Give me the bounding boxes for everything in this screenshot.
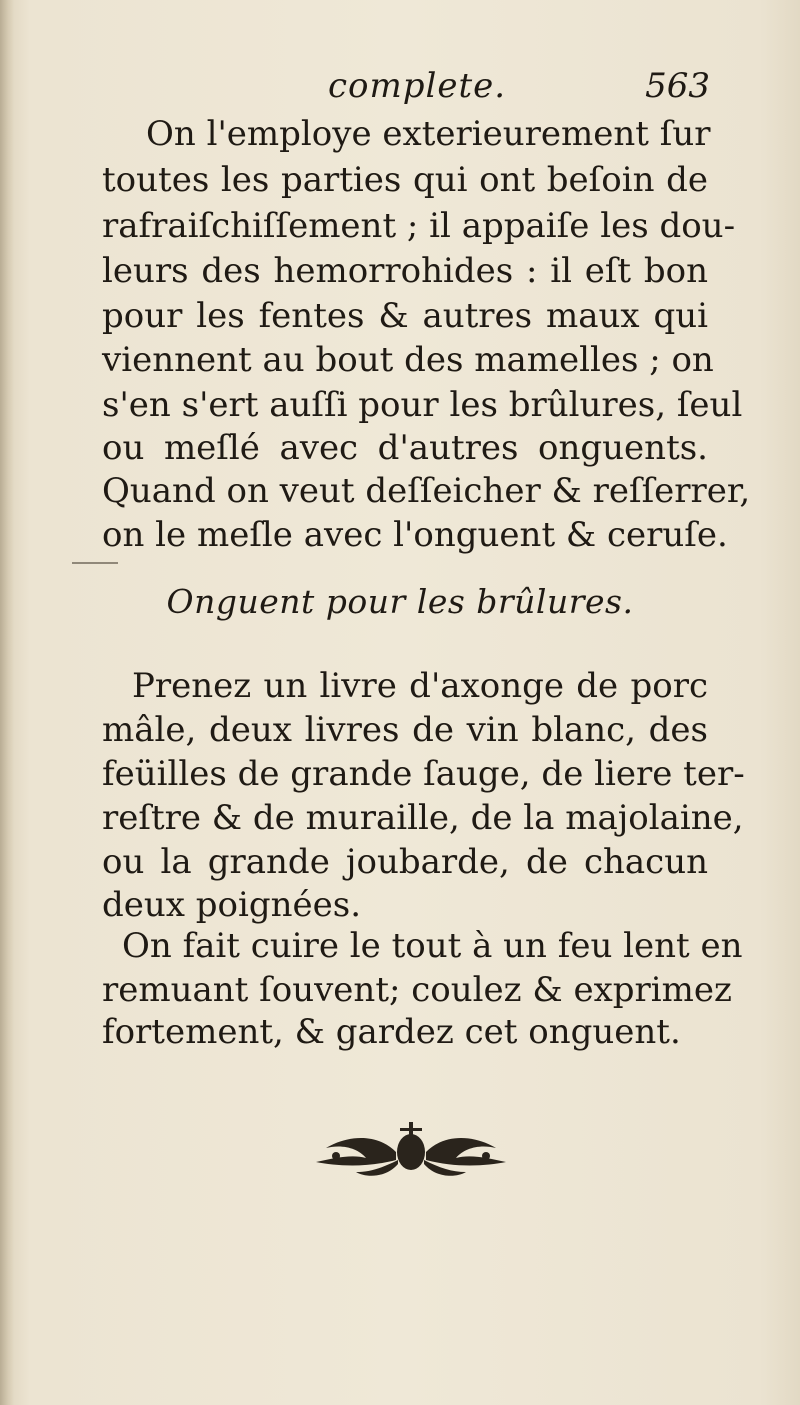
text-line: fortement, & gardez cet onguent. [102,1012,681,1052]
running-head [100,66,710,116]
text-line: feüilles de grande ſauge, de liere ter- [102,754,745,794]
text-line: viennent au bout des mamelles ; on [102,340,714,380]
text-line: remuant ſouvent; coulez & exprimez [102,970,732,1010]
binding-edge [0,0,14,1405]
text-line: mâle, deux livres de vin blanc, des [102,710,708,750]
floral-tailpiece-icon [306,1118,516,1182]
page-number: 563 [645,66,710,106]
text-line: pour les fentes & autres maux qui [102,296,708,336]
text-line: deux poignées. [102,885,362,925]
text-line: On fait cuire le tout à un feu lent en [122,926,743,966]
text-line: on le meſle avec l'onguent & ceruſe. [102,515,728,555]
margin-mark [72,562,118,564]
text-line: rafraiſchiſſement ; il appaiſe les dou- [102,206,736,246]
text-line: Prenez un livre d'axonge de porc [132,666,708,706]
text-line: ou meſlé avec d'autres onguents. [102,428,708,468]
text-line: On l'employe exterieurement ſur [146,114,711,154]
text-line: Quand on veut deſſeicher & reſſerrer, [102,471,751,511]
running-head-title: complete. [328,66,507,106]
section-heading: Onguent pour les brûlures. [166,582,634,621]
text-line: s'en s'ert auſſi pour les brûlures, ſeul [102,385,743,425]
text-line: leurs des hemorrohides : il eſt bon [102,251,708,291]
text-line: ou la grande joubarde, de chacun [102,842,708,882]
text-line: reſtre & de muraille, de la majolaine, [102,798,744,838]
text-line: toutes les parties qui ont beſoin de [102,160,708,200]
